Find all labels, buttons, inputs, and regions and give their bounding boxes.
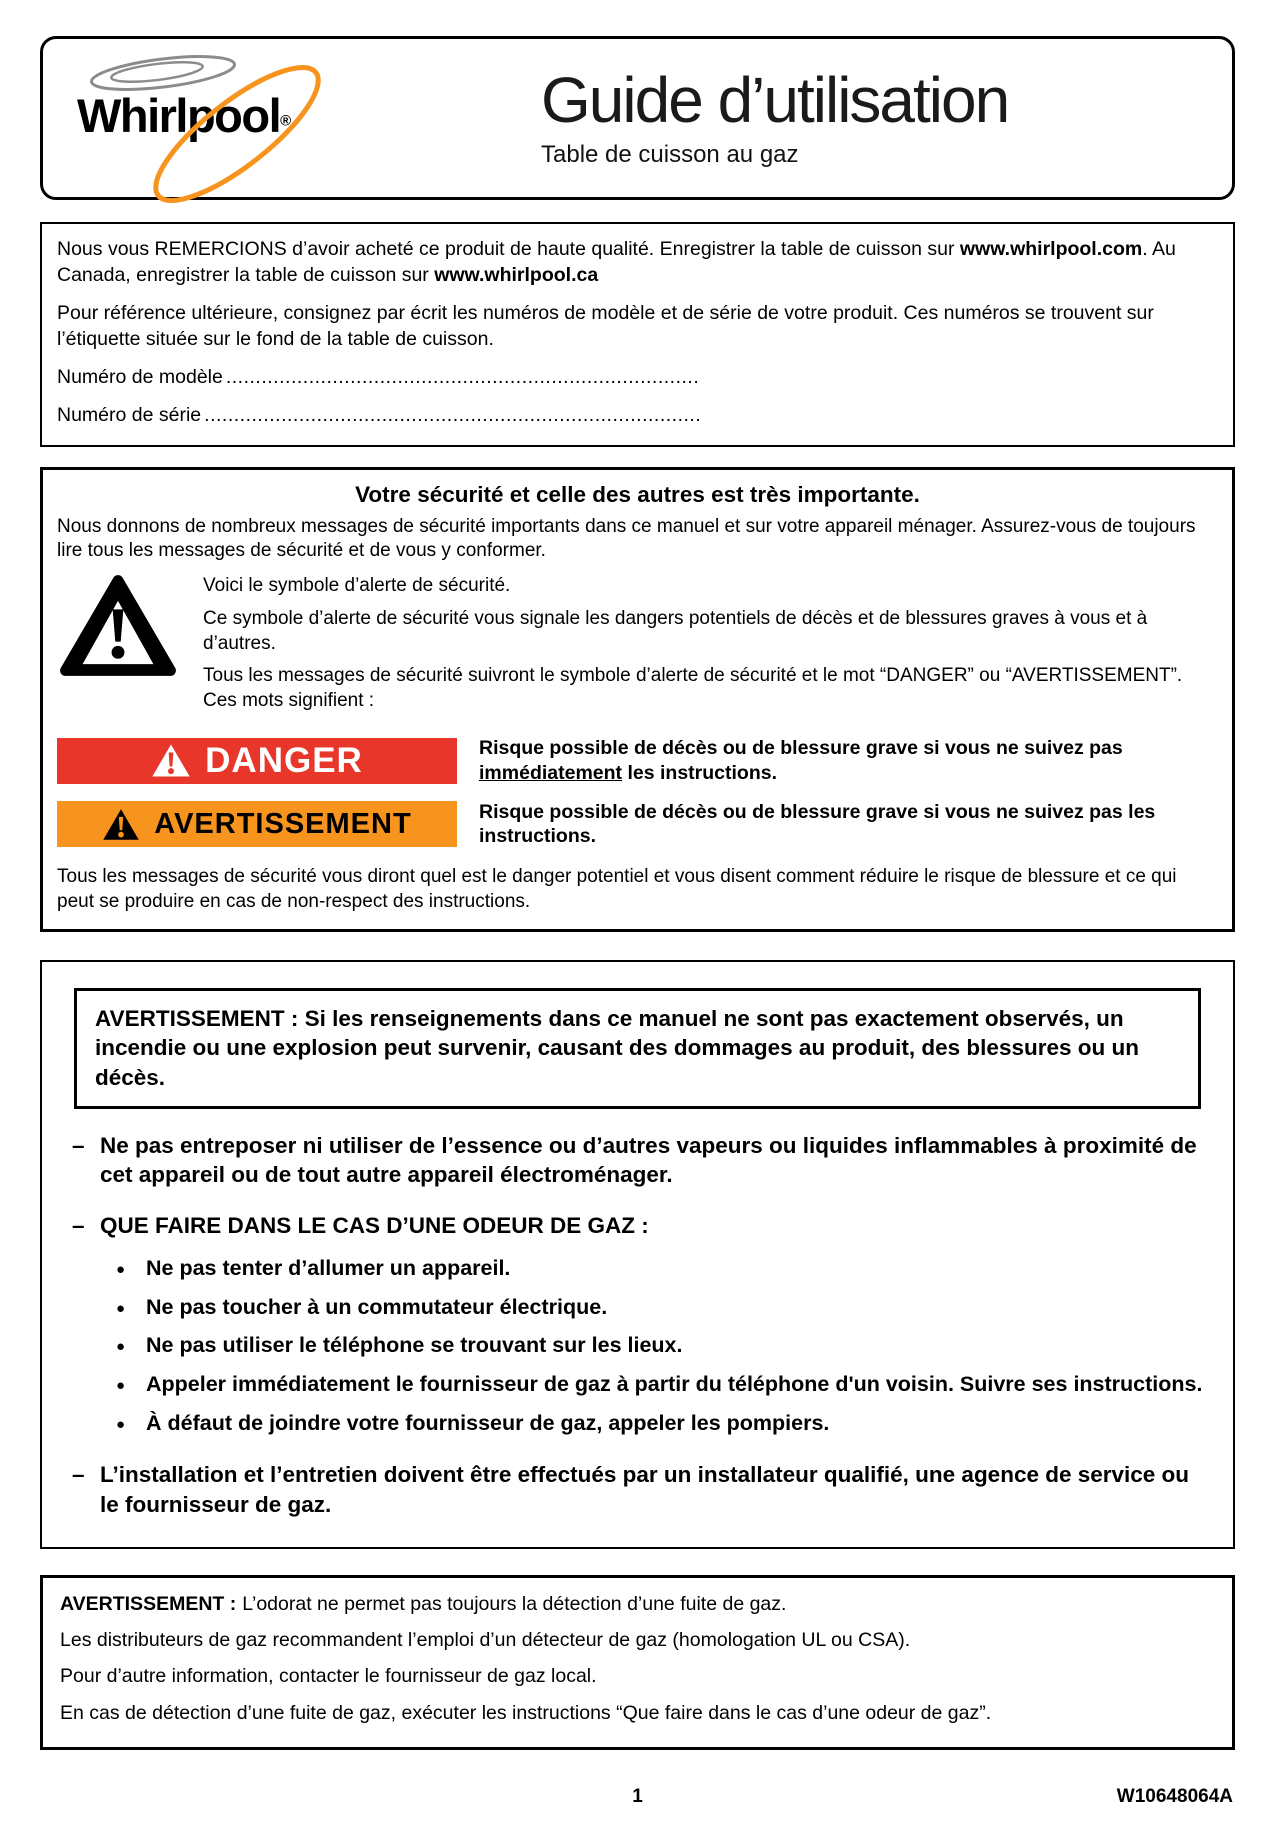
document-code: W10648064A bbox=[1116, 1786, 1233, 1808]
header-box bbox=[40, 36, 1235, 200]
danger-banner bbox=[57, 738, 457, 784]
safety-symbol-row bbox=[59, 574, 1218, 721]
list-item bbox=[116, 1371, 1203, 1399]
danger-row bbox=[57, 736, 1218, 786]
safety-outro: Tous les messages de sécurité vous diront quel est le danger potentiel et vous disent comment réduire le risque de blessure et ce qui peut se produire en cas de non-respect des instructions. bbox=[57, 866, 1177, 913]
brand-wordmark bbox=[77, 88, 291, 143]
warning-item-text: L’installation et l’entretien doivent être effectués par un installateur qualifié, une agence de service ou le fournisseur de gaz. bbox=[100, 1462, 1190, 1517]
whirlpool-com-url: www.whirlpool.com bbox=[959, 238, 1143, 260]
whirlpool-ca-url: www.whirlpool.ca bbox=[434, 263, 599, 286]
page-footer bbox=[40, 1786, 1235, 1814]
avertissement-label: AVERTISSEMENT bbox=[154, 807, 412, 840]
avertissement-description: Risque possible de décès ou de blessure grave si vous ne suivez pas les instructions. bbox=[479, 800, 1156, 848]
warning-statement-box bbox=[74, 988, 1201, 1109]
registered-mark: ® bbox=[280, 112, 292, 130]
registration-box bbox=[40, 222, 1235, 447]
symbol-line-1: Voici le symbole d’alerte de sécurité. bbox=[203, 575, 511, 597]
warning-item-installation bbox=[72, 1460, 1203, 1519]
bullet-text: À défaut de joindre votre fournisseur de gaz, appeler les pompiers. bbox=[146, 1411, 830, 1436]
dash-marker: – bbox=[72, 1213, 85, 1239]
model-number-label: Numéro de modèle bbox=[57, 365, 223, 388]
gas-warning-line-1 bbox=[60, 1592, 1215, 1617]
warning-triangle-icon bbox=[102, 808, 140, 841]
avertissement-banner bbox=[57, 801, 457, 847]
bullet-text: Appeler immédiatement le fournisseur de gaz à partir du téléphone d'un voisin. Suivre ses instructions. bbox=[146, 1372, 1203, 1397]
gas-warning-line-4: En cas de détection d’une fuite de gaz, exécuter les instructions “Que faire dans le cas d’une odeur de gaz”. bbox=[60, 1701, 992, 1724]
warning-item-text: Ne pas entreposer ni utiliser de l’essence ou d’autres vapeurs ou liquides inflammables à proximité de cet appareil ou de tout autre appareil électroménager. bbox=[100, 1132, 1197, 1188]
list-item bbox=[116, 1255, 1203, 1283]
danger-text-underlined: immédiatement bbox=[479, 761, 623, 784]
reg-thanks-text: Nous vous REMERCIONS d’avoir acheté ce produit de haute qualité. Enregistrer la table de cuisson sur bbox=[57, 238, 960, 260]
page-number: 1 bbox=[632, 1786, 643, 1808]
list-item bbox=[116, 1410, 1203, 1438]
danger-triangle-icon bbox=[151, 743, 191, 778]
model-number-dots: ................................................................................ bbox=[225, 365, 700, 388]
serial-number-line bbox=[57, 403, 1218, 429]
serial-number-label: Numéro de série bbox=[57, 403, 202, 426]
list-item bbox=[116, 1332, 1203, 1360]
gas-warning-label: AVERTISSEMENT : bbox=[60, 1592, 237, 1615]
gas-odor-instruction-list bbox=[116, 1255, 1203, 1439]
reg-paragraph-thanks bbox=[57, 237, 1218, 289]
danger-description bbox=[479, 736, 1179, 786]
danger-text-post: les instructions. bbox=[622, 761, 777, 784]
safety-alert-icon bbox=[59, 574, 177, 685]
gas-odor-heading-text: QUE FAIRE DANS LE CAS D’UNE ODEUR DE GAZ : bbox=[100, 1213, 649, 1239]
warning-statement-text: AVERTISSEMENT : Si les renseignements dans ce manuel ne sont pas exactement observés, un incendie ou une explosion peut survenir, causant des dommages au produit, des blessures ou un décès. bbox=[95, 1005, 1139, 1091]
whirlpool-logo bbox=[71, 48, 401, 188]
title-block bbox=[541, 64, 1009, 168]
main-warning-box bbox=[40, 960, 1235, 1549]
bullet-text: Ne pas tenter d’allumer un appareil. bbox=[146, 1255, 511, 1280]
safety-title: Votre sécurité et celle des autres est très importante. bbox=[355, 481, 920, 507]
safety-box bbox=[40, 467, 1235, 932]
gas-warning-box bbox=[40, 1575, 1235, 1750]
gas-odor-heading bbox=[72, 1211, 1203, 1240]
warning-item-flammables bbox=[72, 1131, 1203, 1190]
bullet-marker: ● bbox=[116, 1416, 126, 1434]
reg-thanks-text-mid: . Au Canada, enregistrer la table de cuisson sur bbox=[57, 238, 1176, 286]
symbol-line-2: Ce symbole d’alerte de sécurité vous signale les dangers potentiels de décès et de blessures graves à vous et à d’autres. bbox=[203, 607, 1148, 654]
gas-warning-line-3: Pour d’autre information, contacter le fournisseur de gaz local. bbox=[60, 1665, 597, 1688]
bullet-text: Ne pas utiliser le téléphone se trouvant sur les lieux. bbox=[146, 1333, 683, 1358]
symbol-line-3: Tous les messages de sécurité suivront le symbole d’alerte de sécurité et le mot “DANGER” ou “AVERTISSEMENT”. Ces mots signifient : bbox=[203, 665, 1183, 711]
bullet-text: Ne pas toucher à un commutateur électrique. bbox=[146, 1294, 608, 1319]
gas-warning-text: L’odorat ne permet pas toujours la détection d’une fuite de gaz. bbox=[242, 1592, 787, 1615]
danger-label: DANGER bbox=[205, 740, 363, 780]
page-title: Guide d’utilisation bbox=[541, 64, 1009, 137]
avertissement-row bbox=[57, 800, 1218, 850]
bullet-marker: ● bbox=[116, 1299, 126, 1317]
safety-intro: Nous donnons de nombreux messages de sécurité importants dans ce manuel et sur votre appareil ménager. Assurez-vous de toujours lire tous les messages de sécurité et de vous y conformer. bbox=[57, 515, 1196, 562]
bullet-marker: ● bbox=[116, 1338, 126, 1356]
danger-text-pre: Risque possible de décès ou de blessure grave si vous ne suivez pas bbox=[479, 736, 1123, 759]
bullet-marker: ● bbox=[116, 1260, 126, 1278]
gas-warning-line-2: Les distributeurs de gaz recommandent l’emploi d’un détecteur de gaz (homologation UL ou CSA). bbox=[60, 1629, 911, 1652]
safety-symbol-description bbox=[203, 574, 1218, 721]
bullet-marker: ● bbox=[116, 1377, 126, 1395]
serial-number-dots: .................................................................................... bbox=[204, 403, 702, 426]
brand-name: Whirlpool bbox=[77, 89, 281, 142]
list-item bbox=[116, 1294, 1203, 1322]
reg-paragraph-reference: Pour référence ultérieure, consignez par écrit les numéros de modèle et de série de votre produit. Ces numéros se trouvent sur l’étiquette située sur le fond de la table de cuisson. bbox=[57, 301, 1154, 350]
dash-marker: – bbox=[72, 1132, 85, 1158]
dash-marker: – bbox=[72, 1462, 85, 1488]
model-number-line bbox=[57, 365, 1218, 391]
page-subtitle: Table de cuisson au gaz bbox=[541, 140, 799, 168]
